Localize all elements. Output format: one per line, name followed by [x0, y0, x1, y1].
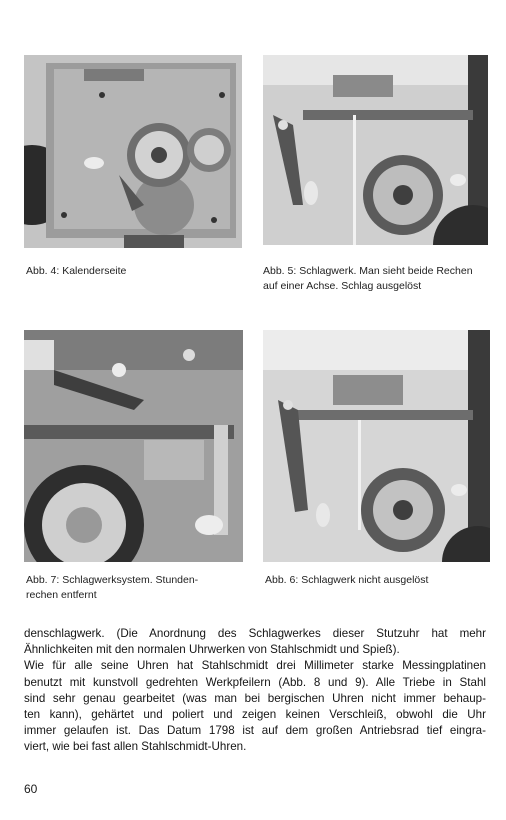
body-line: denschlagwerk. (Die Anordnung des Schlagwerkes dieser Stutzuhr hat mehr [24, 627, 486, 640]
body-line: Ähnlichkeiten mit den normalen Uhrwerken von Stahlschmidt und Spieß). [24, 643, 400, 657]
page-number: 60 [24, 782, 38, 796]
body-line: immer gelaufen ist. Das Datum 1798 ist auf dem großen Antriebsrad tief eingra- [24, 724, 486, 738]
clock-movement-photo [24, 330, 243, 562]
photo-abb-7-striking-system [24, 330, 243, 562]
body-line: sind sehr genau gearbeitet (was man bei bergischen Uhren nicht immer behaup- [24, 691, 486, 705]
photo-abb-5-striking-released [263, 55, 488, 245]
body-text [24, 626, 486, 756]
body-line: viert, wie bei fast allen Stahlschmidt-Uhren. [24, 740, 247, 754]
body-line: ten kann), gehärtet und poliert und zeigen keinen Verschleiß, obwohl die Uhr [24, 707, 486, 721]
clock-movement-photo [263, 330, 490, 562]
body-line: benutzt mit kunstvoll gedrehten Werkpfeilern (Abb. 8 und 9). Alle Triebe in Stahl [24, 675, 486, 689]
photo-abb-6-striking-not-released [263, 330, 490, 562]
caption-abb-4: Abb. 4: Kalenderseite [26, 265, 127, 277]
caption-abb-5: Abb. 5: Schlagwerk. Man sieht beide Rechen auf einer Achse. Schlag ausgelöst [263, 265, 473, 292]
caption-abb-7: Abb. 7: Schlagwerksystem. Stunden- rechen entfernt [26, 574, 199, 601]
body-line: Wie für alle seine Uhren hat Stahlschmidt drei Millimeter starke Messingplatinen [24, 659, 486, 673]
caption-abb-6: Abb. 6: Schlagwerk nicht ausgelöst [265, 574, 429, 586]
clock-movement-photo [24, 55, 242, 248]
clock-movement-photo [263, 55, 488, 245]
photo-abb-4-calendar-side [24, 55, 242, 248]
